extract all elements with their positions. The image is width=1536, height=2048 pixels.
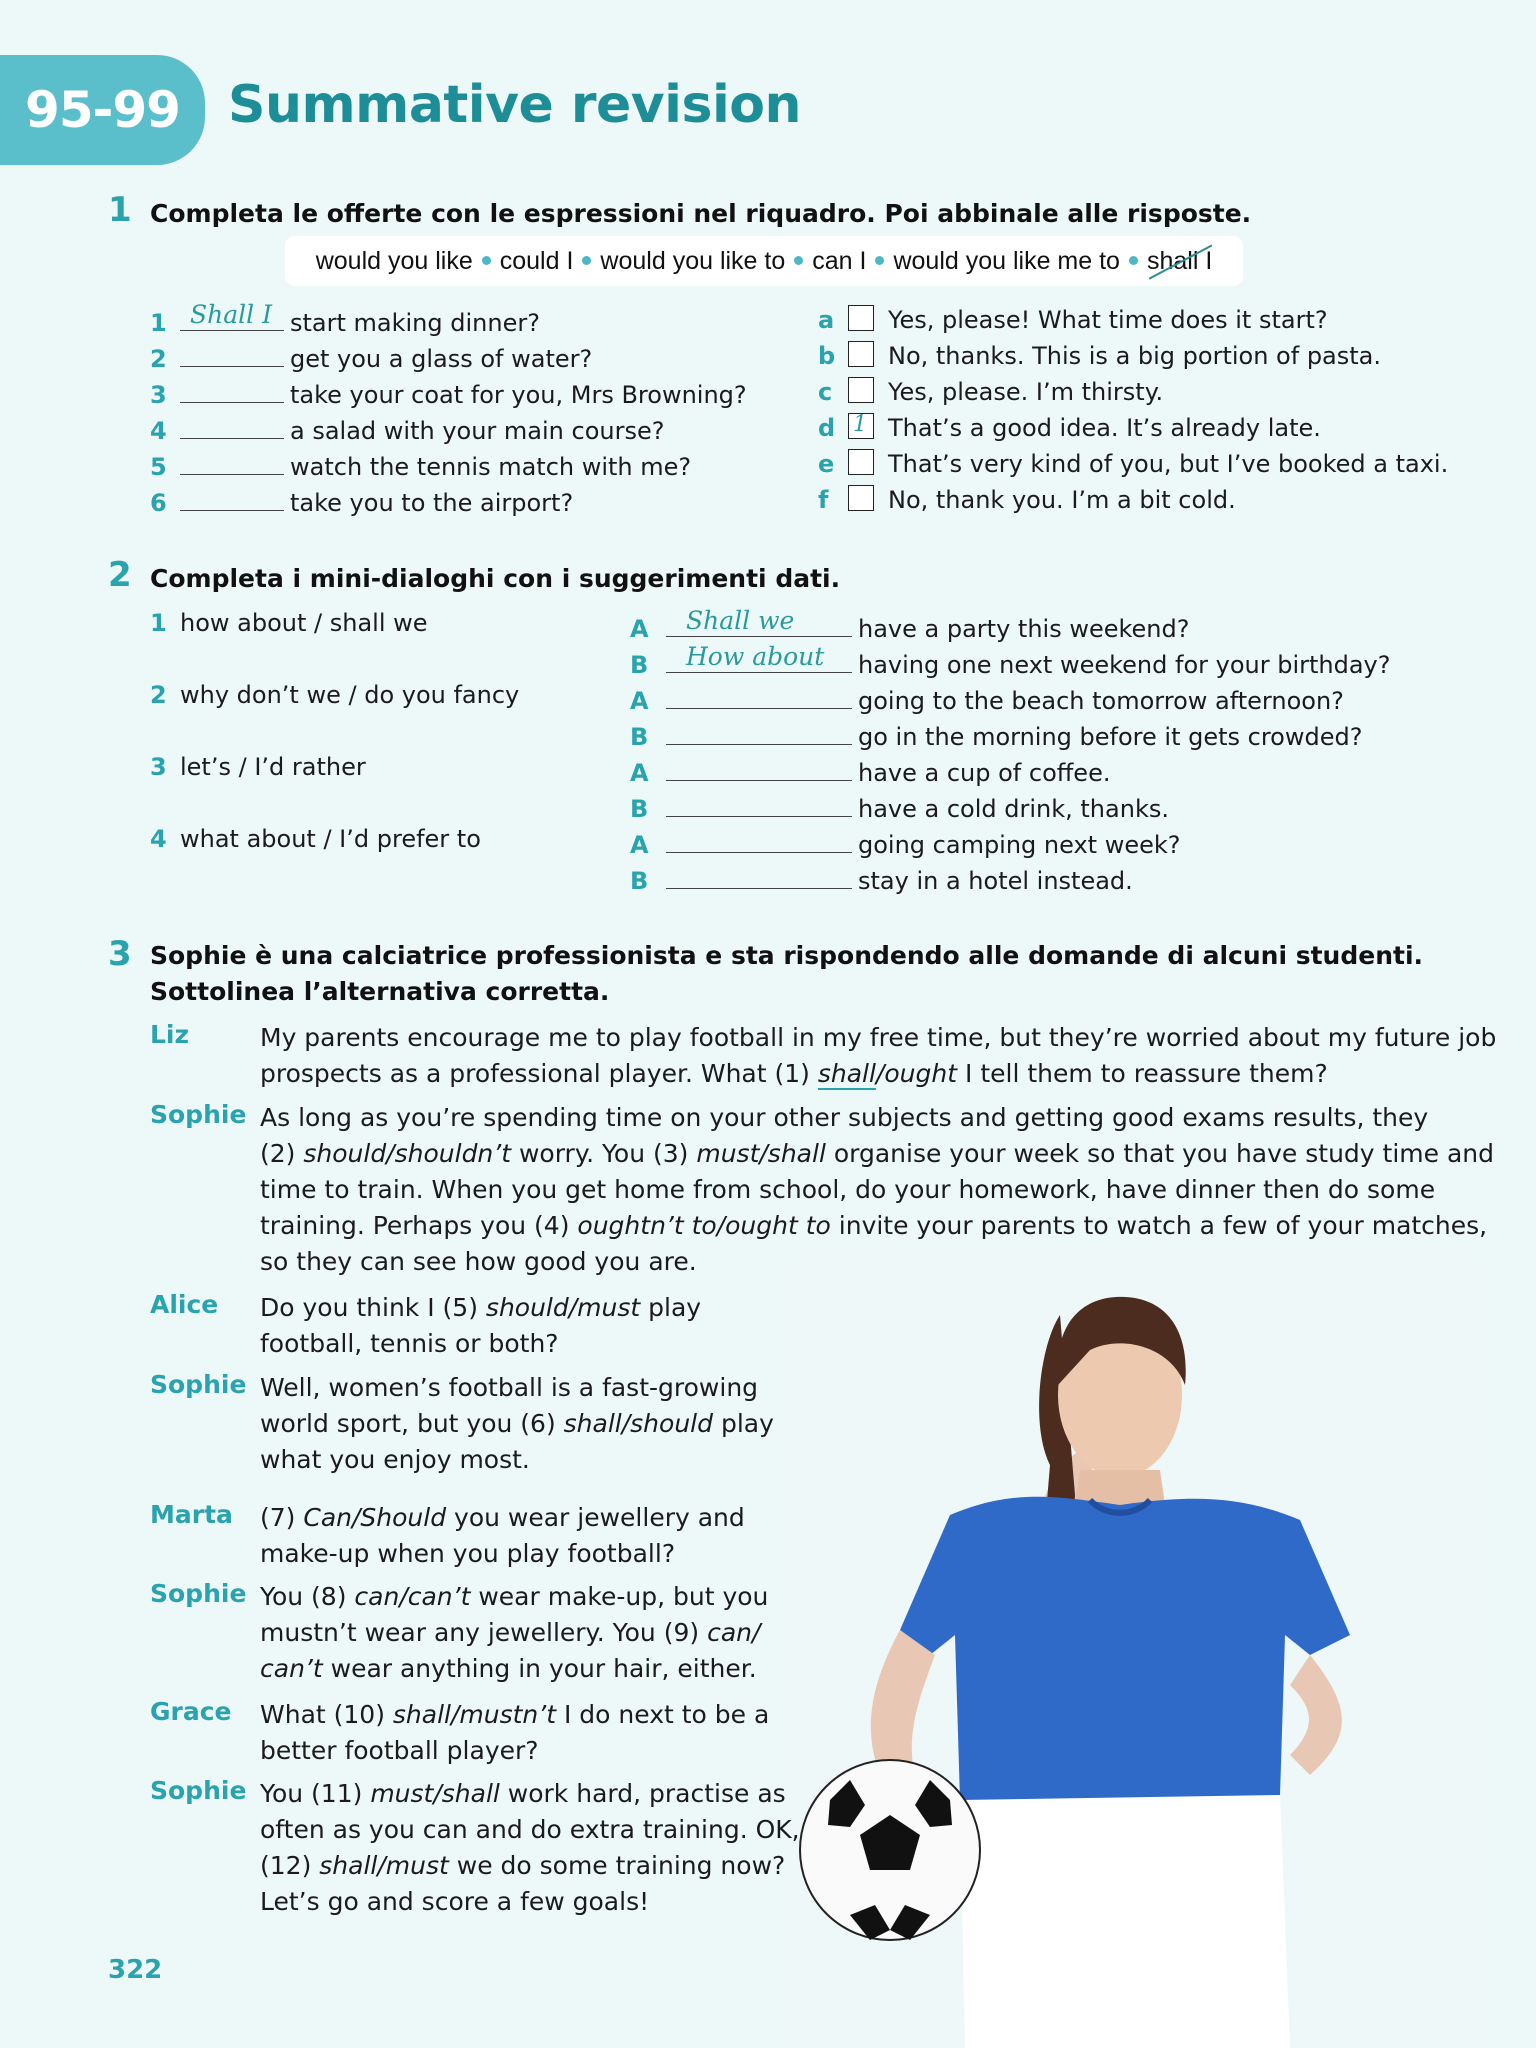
dialogue-text: make-up when you play football? [260,1539,676,1568]
dialogue-text: I tell them to reassure them? [957,1059,1328,1088]
dialogue-text: Do you think I (5) [260,1293,486,1322]
dialogue-text: time to train. When you get home from school, do your homework, have dinner then do some [260,1175,1436,1204]
unit-badge: 95-99 [0,55,205,165]
answer-blank[interactable] [666,680,852,709]
word-box-item: would you like to [600,246,786,275]
page-number: 322 [108,1955,163,1985]
handwritten-answer: How about [686,642,825,671]
dialogue-text: you wear jewellery and [446,1503,745,1532]
ex1-response [818,446,1448,479]
exercise-2-number: 2 [108,555,132,595]
answer-blank[interactable] [666,788,852,817]
dialogue-text: what you enjoy most. [260,1445,530,1474]
speaker-label: A [630,687,649,715]
footballer-photo [790,1255,1480,2048]
answer-blank[interactable] [666,608,852,637]
prompt-number: 3 [150,753,167,781]
exercise-3-number: 3 [108,934,132,974]
answer-checkbox[interactable] [848,377,874,403]
dialogue-line [260,1579,768,1615]
dialogue-text: What (10) [260,1700,393,1729]
speaker-label: B [630,723,649,751]
dialogue-text: invite your parents to watch a few of your matches, [830,1211,1488,1240]
exercise-2-instruction: Completa i mini-dialoghi con i suggerimenti dati. [150,564,841,593]
exercise-3-instruction-line2: Sottolinea l’alternativa corretta. [150,977,610,1006]
ex1-response [818,374,1163,407]
answer-blank[interactable] [180,446,284,475]
dialogue-line [260,1136,1494,1172]
page-title: Summative revision [228,75,802,135]
item-text: start making dinner? [290,309,540,337]
dialogue-text: play [640,1293,702,1322]
speaker-label: B [630,867,649,895]
line-text: having one next weekend for your birthday? [858,651,1391,679]
dialogue-text: (2) [260,1139,304,1168]
dialogue-text: play [713,1409,774,1438]
ex2-line [630,752,1110,788]
prompt-number: 2 [150,681,167,709]
dialogue-text: My parents encourage me to play football in my free time, but they’re worried about my future job [260,1023,1497,1052]
answer-blank[interactable] [666,824,852,853]
exercise-1-number: 1 [108,190,132,230]
answer-blank[interactable] [666,716,852,745]
speaker-name: Sophie [150,1579,247,1608]
answer-blank[interactable] [180,482,284,511]
ex1-item [150,410,664,446]
alternative-choice[interactable]: oughtn’t to/ought to [577,1211,831,1240]
item-number: 4 [150,417,167,445]
dialogue-line [260,1208,1487,1244]
bullet-icon [482,256,491,265]
answer-blank[interactable] [666,860,852,889]
response-letter: e [818,450,835,478]
bullet-icon [1129,256,1138,265]
bullet-icon [794,256,803,265]
dialogue-line [260,1697,769,1733]
item-text: get you a glass of water? [290,345,593,373]
dialogue-text: worry. You (3) [511,1139,697,1168]
alternative-choice[interactable]: must/shall [696,1139,826,1168]
alternative-choice[interactable]: shall/mustn’t [392,1700,557,1729]
bullet-icon [875,256,884,265]
response-letter: b [818,342,836,370]
ex2-line [630,788,1169,824]
speaker-name: Marta [150,1500,233,1529]
dialogue-text: mustn’t wear any jewellery. You (9) [260,1618,708,1647]
ex1-response [818,302,1328,335]
alternative-choice[interactable]: Can/Should [303,1503,447,1532]
dialogue-text: training. Perhaps you (4) [260,1211,578,1240]
item-text: watch the tennis match with me? [290,453,692,481]
alternative-choice[interactable]: can/can’t [354,1582,471,1611]
exercise-3-instruction: Sophie è una calciatrice professionista e sta rispondendo alle domande di alcuni studenti. [150,941,1424,970]
speaker-label: A [630,759,649,787]
ex2-line [630,644,1391,680]
word-box-item: would you like [315,246,473,275]
ex1-response [818,410,1321,443]
dialogue-line [260,1244,697,1280]
item-number: 2 [150,345,167,373]
prompt-text: why don’t we / do you fancy [180,681,520,709]
speaker-label: B [630,651,649,679]
alternative-choice[interactable]: can/ [707,1618,761,1647]
item-text: take you to the airport? [290,489,574,517]
dialogue-line [260,1848,785,1884]
line-text: stay in a hotel instead. [858,867,1133,895]
word-box [285,236,1243,286]
dialogue-text: often as you can and do extra training. OK, [260,1815,800,1844]
response-letter: a [818,306,835,334]
speaker-name: Sophie [150,1370,247,1399]
answer-blank[interactable] [180,302,284,331]
dialogue-text: prospects as a professional player. What (1) [260,1059,818,1088]
answer-blank[interactable] [666,644,852,673]
ex2-prompt [150,752,366,782]
exercise-1-instruction: Completa le offerte con le espressioni nel riquadro. Poi abbinale alle risposte. [150,199,1252,228]
dialogue-line [260,1733,539,1769]
checkbox-mark: 1 [853,412,867,437]
dialogue-text: football, tennis or both? [260,1329,559,1358]
answer-checkbox[interactable] [848,485,874,511]
ex2-line [630,680,1344,716]
response-text: No, thanks. This is a big portion of pasta. [888,342,1382,370]
dialogue-line [260,1615,760,1651]
speaker-label: A [630,615,649,643]
ex2-prompt [150,680,519,710]
ex2-prompt [150,608,428,638]
alternative-choice[interactable]: must/shall [370,1779,500,1808]
dialogue-line [260,1812,800,1848]
ex2-line [630,824,1181,860]
prompt-text: what about / I’d prefer to [180,825,481,853]
handwritten-answer: Shall I [190,300,272,329]
alternative-choice[interactable]: should/must [485,1293,641,1322]
dialogue-text: so they can see how good you are. [260,1247,697,1276]
response-text: No, thank you. I’m a bit cold. [888,486,1236,514]
dialogue-text: organise your week so that you have study time and [825,1139,1494,1168]
dialogue-line [260,1290,701,1326]
answer-blank[interactable] [666,752,852,781]
dialogue-line [260,1100,1428,1136]
dialogue-text: wear make-up, but you [470,1582,769,1611]
response-text: Yes, please! What time does it start? [888,306,1328,334]
dialogue-text: As long as you’re spending time on your other subjects and getting good exams results, they [260,1103,1429,1132]
dialogue-text: better football player? [260,1736,539,1765]
line-text: have a cold drink, thanks. [858,795,1169,823]
prompt-number: 4 [150,825,167,853]
dialogue-text: Well, women’s football is a fast-growing [260,1373,759,1402]
dialogue-text: wear anything in your hair, either. [322,1654,757,1683]
alternative-choice[interactable]: shall/ought [817,1059,958,1088]
dialogue-text: (12) [260,1851,320,1880]
item-text: a salad with your main course? [290,417,665,445]
speaker-label: B [630,795,649,823]
dialogue-line [260,1172,1435,1208]
answer-checkbox[interactable] [848,449,874,475]
line-text: go in the morning before it gets crowded? [858,723,1363,751]
ex1-item [150,302,540,338]
prompt-number: 1 [150,609,167,637]
dialogue-line [260,1500,745,1536]
word-box-item: would you like me to [893,246,1120,275]
dialogue-text: Let’s go and score a few goals! [260,1887,650,1916]
alternative-choice[interactable]: shall/should [563,1409,713,1438]
line-text: have a party this weekend? [858,615,1190,643]
alternative-choice[interactable]: shall/must [319,1851,449,1880]
speaker-name: Alice [150,1290,219,1319]
item-number: 1 [150,309,167,337]
dialogue-text: I do next to be a [556,1700,770,1729]
dialogue-line [260,1020,1496,1056]
dialogue-line [260,1651,757,1687]
prompt-text: how about / shall we [180,609,428,637]
speaker-name: Grace [150,1697,232,1726]
ex2-line [630,608,1189,644]
dialogue-line [260,1056,1328,1092]
response-letter: c [818,378,833,406]
ex1-item [150,446,691,482]
ex1-item [150,338,592,374]
word-box-item: can I [812,246,867,275]
dialogue-line [260,1776,786,1812]
ex1-item [150,482,573,518]
line-text: going camping next week? [858,831,1181,859]
response-text: That’s very kind of you, but I’ve booked a taxi. [888,450,1449,478]
speaker-name: Sophie [150,1776,247,1805]
shorts-shape [960,1795,1290,2048]
dialogue-line [260,1406,774,1442]
line-text: going to the beach tomorrow afternoon? [858,687,1344,715]
response-text: Yes, please. I’m thirsty. [888,378,1164,406]
prompt-text: let’s / I’d rather [180,753,366,781]
speaker-label: A [630,831,649,859]
ex1-response [818,338,1381,371]
dialogue-text: we do some training now? [448,1851,786,1880]
item-number: 6 [150,489,167,517]
ex2-line [630,716,1362,752]
dialogue-line [260,1442,530,1478]
answer-blank[interactable] [180,338,284,367]
item-number: 3 [150,381,167,409]
dialogue-text: world sport, but you (6) [260,1409,564,1438]
dialogue-text: You (8) [260,1582,355,1611]
speaker-name: Sophie [150,1100,247,1129]
speaker-name: Liz [150,1020,190,1049]
dialogue-line [260,1884,649,1920]
dialogue-line [260,1326,559,1362]
dialogue-text: work hard, practise as [499,1779,786,1808]
answer-checkbox[interactable] [848,341,874,367]
answer-checkbox[interactable] [848,413,874,439]
bullet-icon [582,256,591,265]
dialogue-text: (7) [260,1503,304,1532]
item-text: take your coat for you, Mrs Browning? [290,381,747,409]
dialogue-line [260,1536,675,1572]
response-letter: f [818,486,829,514]
dialogue-line [260,1370,758,1406]
item-number: 5 [150,453,167,481]
answer-blank[interactable] [180,410,284,439]
ex1-response [818,482,1236,515]
answer-blank[interactable] [180,374,284,403]
ex2-prompt [150,824,481,854]
word-box-item-used: shall I [1146,246,1213,275]
handwritten-answer: Shall we [686,606,795,635]
line-text: have a cup of coffee. [858,759,1111,787]
word-box-item: could I [499,246,574,275]
ex1-item [150,374,747,410]
alternative-choice[interactable]: can’t [260,1654,323,1683]
response-letter: d [818,414,836,442]
dialogue-text: You (11) [260,1779,371,1808]
response-text: That’s a good idea. It’s already late. [888,414,1321,442]
answer-checkbox[interactable] [848,305,874,331]
alternative-choice[interactable]: should/shouldn’t [303,1139,512,1168]
ex2-line [630,860,1133,896]
